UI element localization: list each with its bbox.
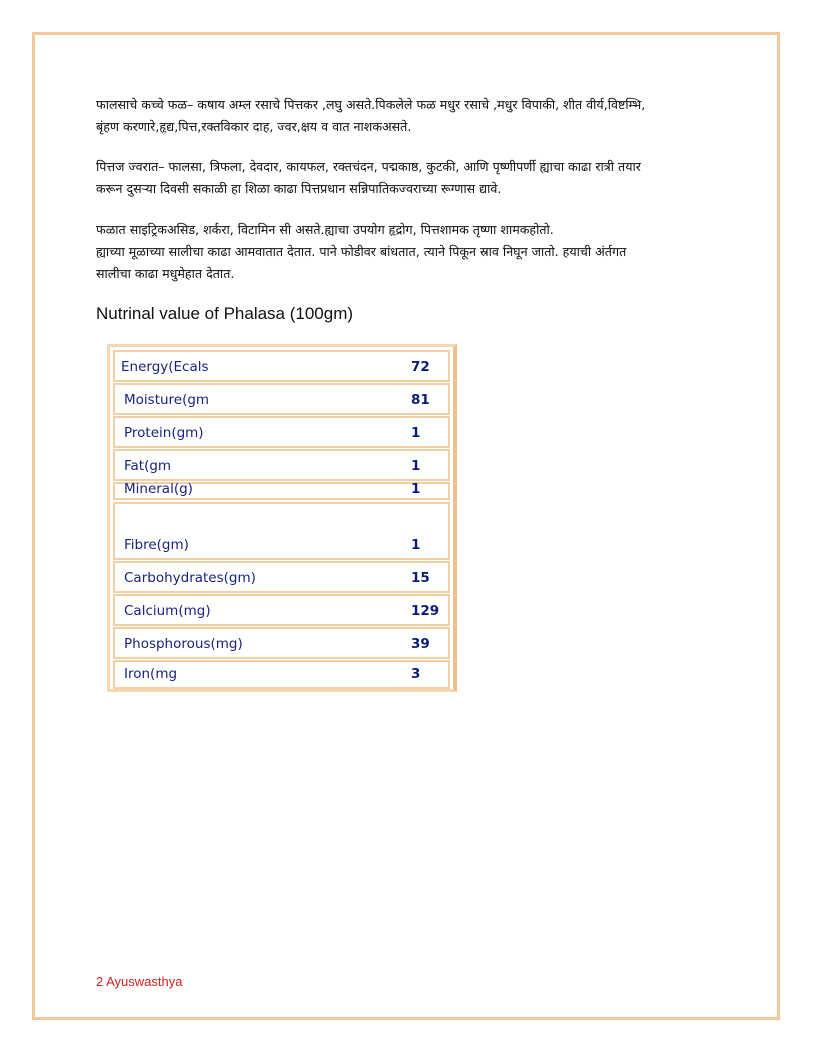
nutrient-label: Calcium(mg) (124, 603, 211, 619)
paragraph-line: करून दुसऱ्या दिवसी सकाळी हा शिळा काढा पित्तप्रधान सन्निपातिकज्वराच्या रूग्णास द्यावे. (96, 181, 502, 196)
paragraph-line: फालसाचे कच्चे फळ– कषाय अम्ल रसाचे पित्तकर ,लघु असते.पिकलेले फळ मधुर रसाचे ,मधुर विपाकी, शीत वीर्य,विष्टम्भि, (96, 97, 646, 112)
nutrient-value: 39 (411, 636, 430, 652)
table-row (113, 627, 450, 659)
table-row (113, 660, 450, 689)
nutrient-value: 1 (411, 425, 421, 441)
table-row (113, 502, 450, 560)
nutrient-label: Energy(Ecals (121, 359, 209, 375)
nutrient-value: 3 (411, 666, 421, 682)
table-row (113, 383, 450, 415)
paragraph-line: ह्याच्या मूळाच्या सालीचा काढा आमवातात देतात. पाने फोडीवर बांधतात, त्याने पिकून स्राव निघून जातो. हयाची अंर्तगत (96, 244, 627, 259)
page-footer: 2 Ayuswasthya (96, 974, 183, 989)
nutrient-label: Moisture(gm (124, 392, 210, 408)
nutrition-heading: Nutrinal value of Phalasa (100gm) (96, 304, 354, 323)
table-row (113, 416, 450, 448)
nutrient-value: 81 (411, 392, 430, 408)
table-row (113, 449, 450, 481)
nutrient-value: 129 (411, 603, 440, 619)
nutrient-value: 1 (411, 458, 421, 474)
paragraph-line: फळात साइट्रिकअसिड, शर्करा, विटामिन सी असते.ह्याचा उपयोग हृद्रोग, पित्तशामक तृष्णा शामकहोतो. (96, 222, 554, 237)
paragraph-pitta-fever (96, 156, 724, 200)
table-row (113, 482, 450, 500)
nutrition-table (107, 344, 457, 692)
table-row (113, 350, 450, 382)
nutrient-value: 15 (411, 570, 430, 586)
nutrient-label: Fibre(gm) (124, 537, 189, 553)
nutrient-label: Iron(mg (124, 666, 178, 682)
paragraph-line: सालीचा काढा मधुमेहात देतात. (96, 266, 235, 281)
nutrient-value: 72 (411, 359, 430, 375)
nutrient-value: 1 (411, 481, 421, 497)
nutrient-label: Phosphorous(mg) (124, 636, 243, 652)
nutrient-label: Fat(gm (124, 458, 172, 474)
paragraph-unripe-fruit (96, 94, 724, 138)
paragraph-fruit-contents (96, 219, 724, 285)
table-row (113, 561, 450, 593)
nutrient-label: Protein(gm) (124, 425, 204, 441)
table-row (113, 594, 450, 626)
nutrient-label: Mineral(g) (124, 481, 193, 497)
paragraph-line: बृंहण करणारे,हृद्य,पित्त,रक्तविकार दाह, ज्वर,क्षय व वात नाशकअसते. (96, 119, 412, 134)
paragraph-line: पित्तज ज्वरात– फालसा, त्रिफला, देवदार, कायफल, रक्तचंदन, पद्मकाष्ठ, कुटकी, आणि पृष्णीपर्णी ह्याचा काढा रात्री तयार (96, 159, 641, 174)
nutrient-value: 1 (411, 537, 421, 553)
nutrient-label: Carbohydrates(gm) (124, 570, 256, 586)
